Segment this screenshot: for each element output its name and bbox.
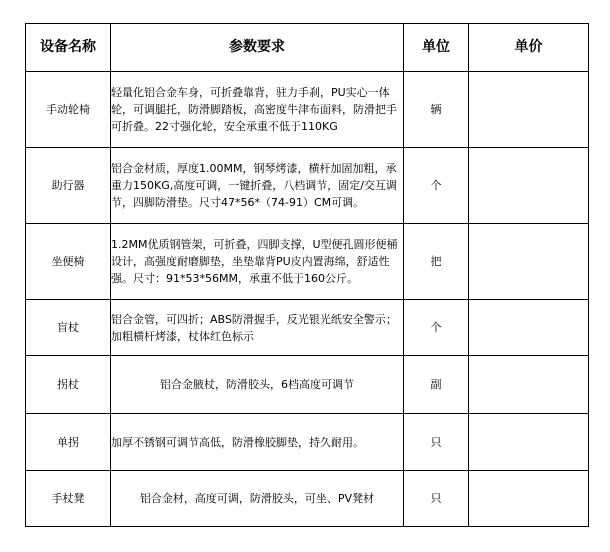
unit-cell: 只 bbox=[404, 414, 469, 471]
device-name-cell: 坐便椅 bbox=[26, 224, 111, 300]
device-name-cell: 助行器 bbox=[26, 148, 111, 224]
spec-cell: 轻量化铝合金车身，可折叠靠背，驻力手刹，PU实心一体轮，可调腿托，防滑脚踏板，高密度牛津布面料，防滑把手可折叠。22寸强化轮，安全承重不低于110KG bbox=[111, 72, 404, 148]
price-cell bbox=[469, 414, 589, 471]
header-spec-requirements: 参数要求 bbox=[111, 24, 404, 72]
price-cell bbox=[469, 356, 589, 414]
table-row bbox=[26, 356, 589, 414]
device-name-cell: 盲杖 bbox=[26, 300, 111, 356]
spec-cell: 加厚不锈钢可调节高低，防滑橡胶脚垫，持久耐用。 bbox=[111, 414, 404, 471]
table-row bbox=[26, 414, 589, 471]
table-header-row bbox=[26, 24, 589, 72]
table-row bbox=[26, 72, 589, 148]
equipment-spec-table bbox=[25, 23, 589, 527]
header-unit-price: 单价 bbox=[469, 24, 589, 72]
unit-cell: 副 bbox=[404, 356, 469, 414]
unit-cell: 只 bbox=[404, 471, 469, 527]
unit-cell: 个 bbox=[404, 300, 469, 356]
unit-cell: 把 bbox=[404, 224, 469, 300]
spec-cell: 铝合金材质，厚度1.00MM，钢琴烤漆，横杆加固加粗，承重力150KG,高度可调，一键折叠，八档调节，固定/交互调节，四脚防滑垫。尺寸47*56*（74-91）CM可调。 bbox=[111, 148, 404, 224]
unit-cell: 个 bbox=[404, 148, 469, 224]
header-device-name: 设备名称 bbox=[26, 24, 111, 72]
device-name-cell: 单拐 bbox=[26, 414, 111, 471]
table-row bbox=[26, 224, 589, 300]
spec-cell: 铝合金材，高度可调，防滑胶头，可坐、PV凳材 bbox=[111, 471, 404, 527]
table-row bbox=[26, 148, 589, 224]
header-unit: 单位 bbox=[404, 24, 469, 72]
price-cell bbox=[469, 148, 589, 224]
spec-cell: 铝合金管，可四折；ABS防滑握手，反光银光纸安全警示；加粗横杆烤漆，杖体红色标示 bbox=[111, 300, 404, 356]
table-row bbox=[26, 300, 589, 356]
price-cell bbox=[469, 224, 589, 300]
price-cell bbox=[469, 300, 589, 356]
table-row bbox=[26, 471, 589, 527]
unit-cell: 辆 bbox=[404, 72, 469, 148]
device-name-cell: 手杖凳 bbox=[26, 471, 111, 527]
spec-cell: 铝合金腋杖，防滑胶头，6档高度可调节 bbox=[111, 356, 404, 414]
price-cell bbox=[469, 72, 589, 148]
spec-cell: 1.2MM优质钢管架，可折叠，四脚支撑，U型便孔圆形便桶设计，高强度耐磨脚垫，坐垫靠背PU皮内置海绵，舒适性强。尺寸：91*53*56MM，承重不低于160公斤。 bbox=[111, 224, 404, 300]
price-cell bbox=[469, 471, 589, 527]
device-name-cell: 拐杖 bbox=[26, 356, 111, 414]
device-name-cell: 手动轮椅 bbox=[26, 72, 111, 148]
